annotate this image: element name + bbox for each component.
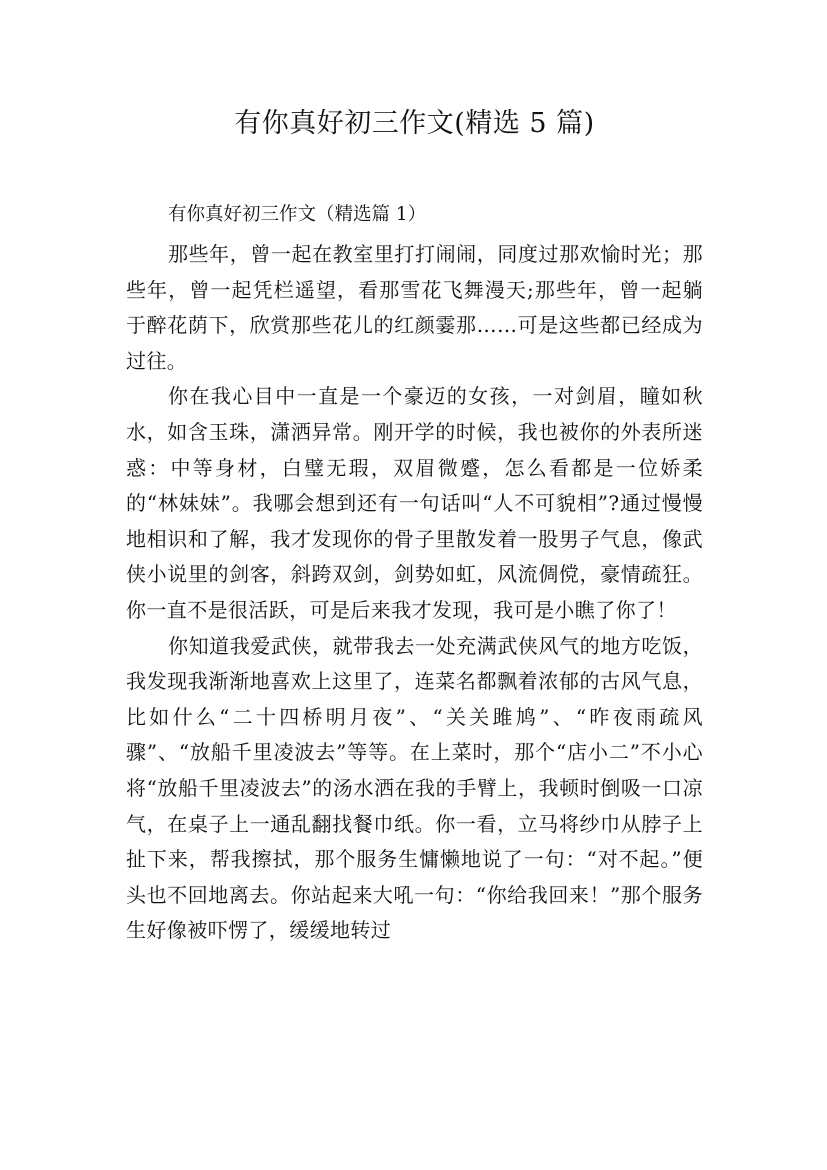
document-title: 有你真好初三作文(精选 5 篇) [234, 108, 595, 139]
paragraph-2: 你在我心目中一直是一个豪迈的女孩，一对剑眉，瞳如秋水，如含玉珠，潇洒异常。刚开学的时候，我也被你的外表所迷惑：中等身材，白璧无瑕，双眉微蹙，怎么看都是一位娇柔的“林妹妹”。我哪会想到还有一句话叫“人不可貌相”?通过慢慢地相识和了解，我才发现你的骨子里散发着一股男子气息，像武侠小说里的剑客，斜跨双剑，剑势如虹，风流倜傥，豪情疏狂。你一直不是很活跃，可是后来我才发现，我可是小瞧了你了！ [126, 384, 703, 622]
paragraph-3: 你知道我爱武侠，就带我去一处充满武侠风气的地方吃饭，我发现我渐渐地喜欢上这里了，连菜名都飘着浓郁的古风气息，比如什么“二十四桥明月夜”、“关关雎鸠”、“昨夜雨疏风骤”、“放船千里凌波去”等等。在上菜时，那个“店小二”不小心将“放船千里凌波去”的汤水洒在我的手臂上，我顿时倒吸一口凉气，在桌子上一通乱翻找餐巾纸。你一看，立马将纱巾从脖子上扯下来，帮我擦拭，那个服务生慵懒地说了一句：“对不起。”便头也不回地离去。你站起来大吼一句：“你给我回来！”那个服务生好像被吓愣了，缓缓地转过 [126, 633, 703, 943]
document-body [126, 237, 703, 949]
section-heading: 有你真好初三作文（精选篇 1） [168, 204, 427, 225]
paragraph-1: 那些年，曾一起在教室里打打闹闹，同度过那欢愉时光；那些年，曾一起凭栏遥望，看那雪花飞舞漫天;那些年，曾一起躺于醉花荫下，欣赏那些花儿的红颜霎那……可是这些都已经成为过往。 [126, 242, 703, 373]
